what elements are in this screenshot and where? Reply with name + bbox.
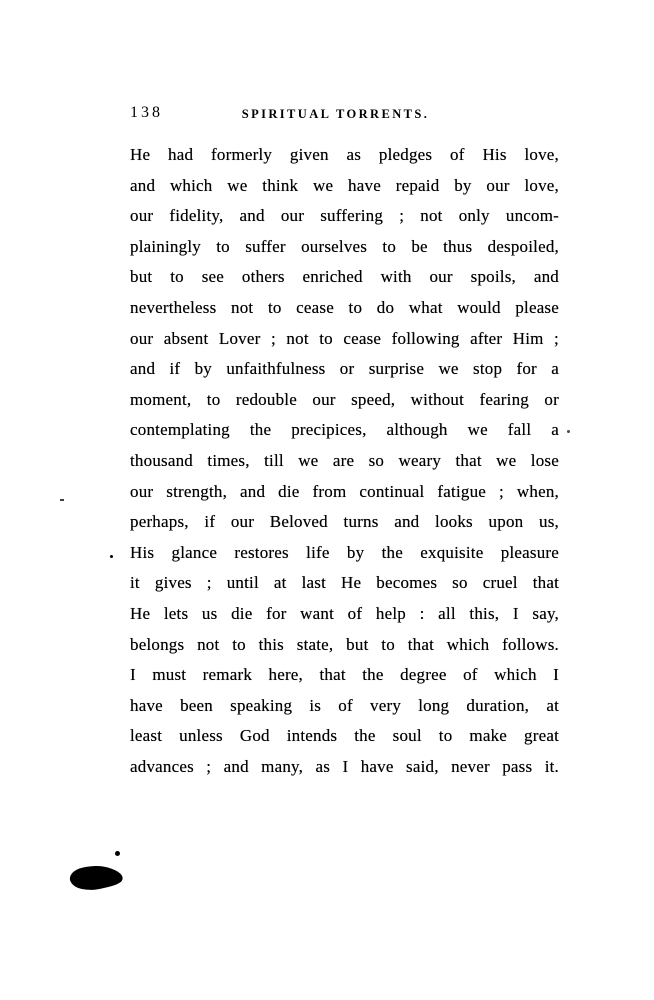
text-line: He lets us die for want of help : all this, I say, [130, 603, 559, 623]
text-line: and which we think we have repaid by our love, [130, 175, 559, 195]
text-line: thousand times, till we are so weary that we lose [130, 450, 559, 470]
text-line: advances ; and many, as I have said, never pass it. [130, 756, 559, 776]
text-line: our strength, and die from continual fatigue ; when, [130, 481, 559, 501]
text-line: nevertheless not to cease to do what would please [130, 297, 559, 317]
text-line: but to see others enriched with our spoils, and [130, 267, 559, 287]
text-line: He had formerly given as pledges of His love, [130, 145, 559, 164]
text-line: least unless God intends the soul to make great [130, 726, 559, 746]
text-line: His glance restores life by the exquisite pleasure [130, 542, 559, 562]
text-line: have been speaking is of very long duration, at [130, 695, 559, 715]
text-line: moment, to redouble our speed, without fearing or [130, 389, 559, 409]
page-number: 138 [130, 104, 163, 121]
text-line: I must remark here, that the degree of which I [130, 665, 559, 685]
page-header [130, 103, 559, 127]
ink-speck-left-margin [60, 499, 64, 501]
running-title: SPIRITUAL TORRENTS. [241, 107, 430, 121]
text-line: contemplating the precipices, although we fall a [130, 420, 559, 440]
text-line: our fidelity, and our suffering ; not only uncom- [130, 206, 559, 226]
ink-speck-above-blot [115, 851, 120, 856]
text-line: our absent Lover ; not to cease following after Him ; [130, 328, 559, 348]
text-line: and if by unfaithfulness or surprise we stop for a [130, 359, 559, 379]
ink-speck-before-line-14 [110, 555, 113, 558]
ink-blot-bottom-left [68, 865, 124, 892]
text-line: perhaps, if our Beloved turns and looks upon us, [130, 512, 559, 532]
text-line: belongs not to this state, but to that which follows. [130, 634, 559, 654]
text-line: plainingly to suffer ourselves to be thus despoiled, [130, 236, 559, 256]
ink-speck-right-margin [567, 430, 570, 433]
text-line: it gives ; until at last He becomes so cruel that [130, 573, 559, 593]
text-block [130, 140, 559, 782]
